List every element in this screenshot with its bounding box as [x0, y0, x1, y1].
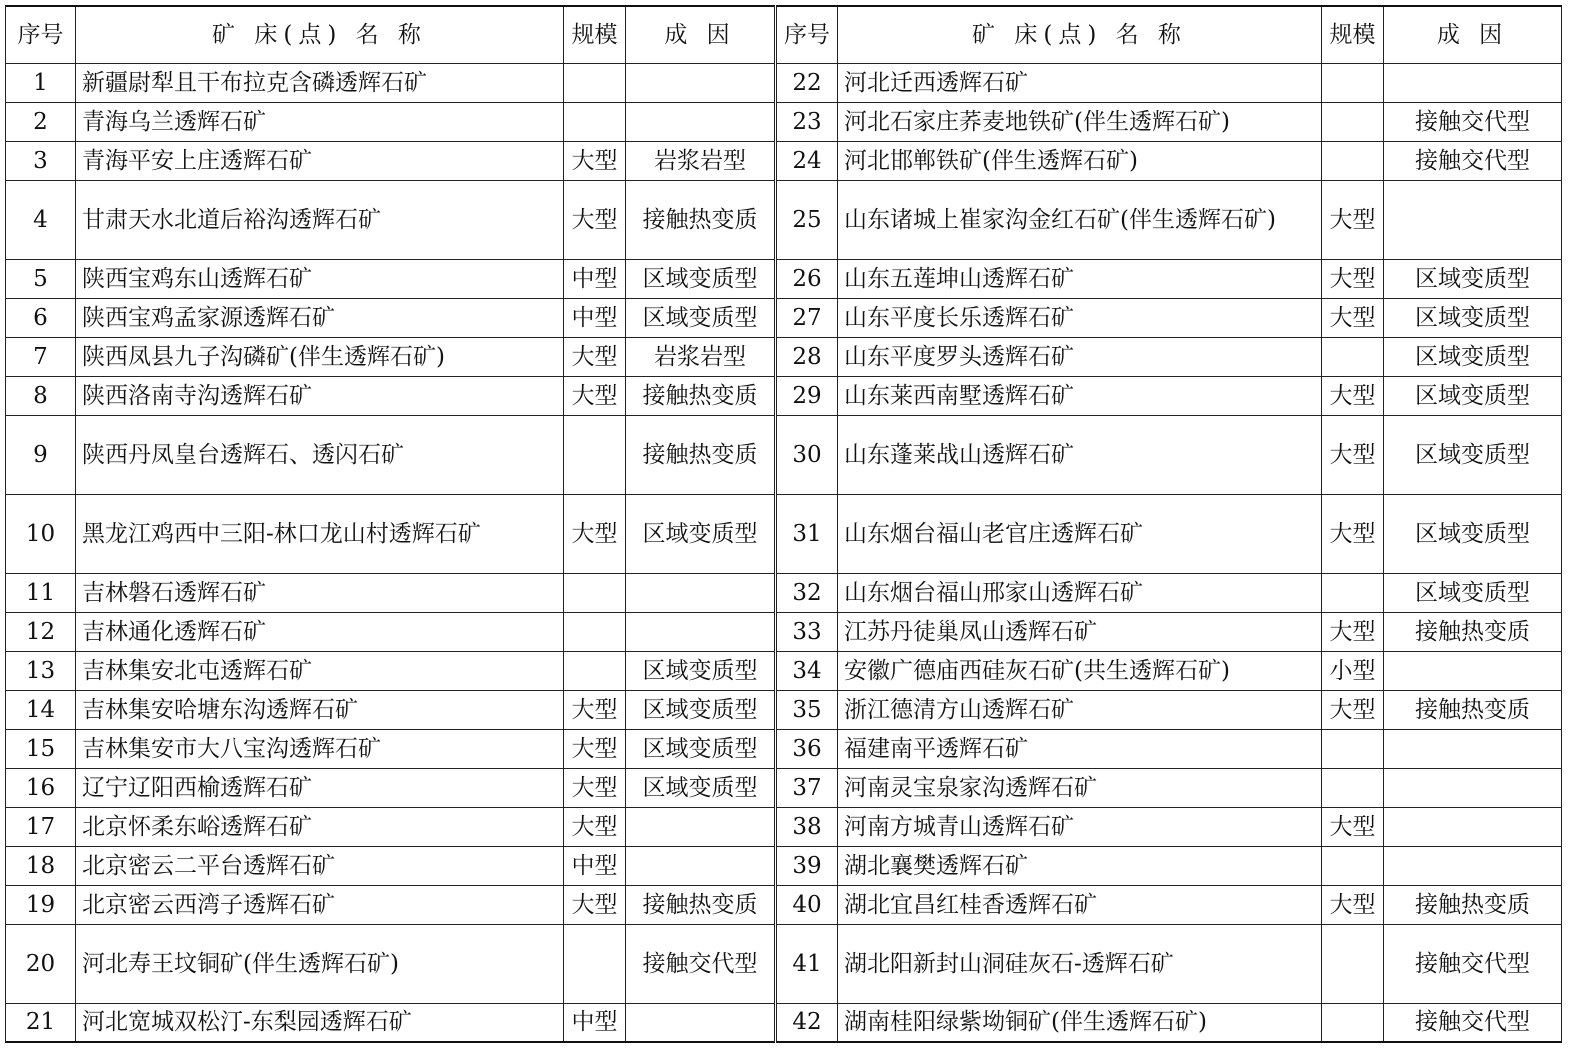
cell-scale-left: 中型	[564, 259, 626, 298]
table-row	[6, 63, 1562, 102]
cell-name-right: 山东平度罗头透辉石矿	[838, 337, 1322, 376]
cell-name-right: 山东平度长乐透辉石矿	[838, 298, 1322, 337]
cell-name-left: 陕西宝鸡孟家源透辉石矿	[76, 298, 564, 337]
cell-no-left: 19	[6, 885, 76, 924]
cell-no-right: 28	[776, 337, 838, 376]
cell-cause-right: 接触交代型	[1384, 141, 1562, 180]
cell-no-left: 15	[6, 729, 76, 768]
cell-name-right: 河南方城青山透辉石矿	[838, 807, 1322, 846]
cell-no-right: 30	[776, 415, 838, 494]
cell-no-left: 1	[6, 63, 76, 102]
cell-cause-right	[1384, 807, 1562, 846]
cell-scale-left: 大型	[564, 141, 626, 180]
cell-scale-left	[564, 63, 626, 102]
table-row	[6, 298, 1562, 337]
cell-cause-left: 区域变质型	[626, 729, 776, 768]
cell-scale-right: 大型	[1322, 690, 1384, 729]
cell-scale-left	[564, 102, 626, 141]
cell-name-left: 黑龙江鸡西中三阳-林口龙山村透辉石矿	[76, 494, 564, 573]
cell-cause-right: 区域变质型	[1384, 494, 1562, 573]
cell-cause-left	[626, 612, 776, 651]
cell-scale-left: 大型	[564, 885, 626, 924]
cell-no-left: 3	[6, 141, 76, 180]
cell-scale-right: 大型	[1322, 259, 1384, 298]
cell-no-right: 25	[776, 180, 838, 259]
cell-name-right: 浙江德清方山透辉石矿	[838, 690, 1322, 729]
cell-name-left: 甘肃天水北道后裕沟透辉石矿	[76, 180, 564, 259]
cell-name-left: 吉林集安哈塘东沟透辉石矿	[76, 690, 564, 729]
cell-cause-right	[1384, 846, 1562, 885]
table-row	[6, 1003, 1562, 1042]
table-row	[6, 846, 1562, 885]
cell-name-right: 山东蓬莱战山透辉石矿	[838, 415, 1322, 494]
cell-name-right: 河北石家庄荞麦地铁矿(伴生透辉石矿)	[838, 102, 1322, 141]
cell-name-right: 湖北阳新封山洞硅灰石-透辉石矿	[838, 924, 1322, 1003]
cell-cause-right: 区域变质型	[1384, 298, 1562, 337]
cell-scale-right	[1322, 846, 1384, 885]
header-scale-right: 规模	[1322, 6, 1384, 63]
cell-no-left: 9	[6, 415, 76, 494]
cell-name-right: 湖南桂阳绿紫坳铜矿(伴生透辉石矿)	[838, 1003, 1322, 1042]
header-name-right: 矿 床(点) 名 称	[838, 6, 1322, 63]
cell-no-left: 17	[6, 807, 76, 846]
cell-scale-right: 大型	[1322, 376, 1384, 415]
cell-scale-left: 大型	[564, 494, 626, 573]
cell-name-left: 青海平安上庄透辉石矿	[76, 141, 564, 180]
header-no: 序号	[6, 6, 76, 63]
table-row	[6, 573, 1562, 612]
cell-cause-right	[1384, 768, 1562, 807]
cell-no-left: 8	[6, 376, 76, 415]
cell-name-right: 山东烟台福山邢家山透辉石矿	[838, 573, 1322, 612]
table-row	[6, 337, 1562, 376]
cell-scale-right: 大型	[1322, 180, 1384, 259]
cell-cause-left	[626, 573, 776, 612]
cell-scale-right: 大型	[1322, 494, 1384, 573]
cell-cause-right	[1384, 63, 1562, 102]
cell-cause-right: 接触热变质	[1384, 885, 1562, 924]
table-row	[6, 102, 1562, 141]
cell-scale-right	[1322, 337, 1384, 376]
cell-scale-left: 中型	[564, 298, 626, 337]
table-row	[6, 376, 1562, 415]
cell-cause-right: 区域变质型	[1384, 376, 1562, 415]
cell-name-left: 河北寿王坟铜矿(伴生透辉石矿)	[76, 924, 564, 1003]
cell-no-right: 23	[776, 102, 838, 141]
cell-cause-right	[1384, 651, 1562, 690]
cell-no-right: 35	[776, 690, 838, 729]
cell-name-left: 陕西丹凤皇台透辉石、透闪石矿	[76, 415, 564, 494]
cell-cause-left	[626, 63, 776, 102]
cell-no-right: 33	[776, 612, 838, 651]
cell-no-right: 27	[776, 298, 838, 337]
cell-no-left: 2	[6, 102, 76, 141]
cell-scale-right	[1322, 102, 1384, 141]
cell-name-right: 山东烟台福山老官庄透辉石矿	[838, 494, 1322, 573]
table-row	[6, 259, 1562, 298]
cell-cause-left: 岩浆岩型	[626, 141, 776, 180]
cell-scale-left: 中型	[564, 846, 626, 885]
cell-name-right: 山东五莲坤山透辉石矿	[838, 259, 1322, 298]
cell-name-left: 陕西洛南寺沟透辉石矿	[76, 376, 564, 415]
cell-no-left: 14	[6, 690, 76, 729]
cell-name-right: 福建南平透辉石矿	[838, 729, 1322, 768]
cell-name-left: 北京密云西湾子透辉石矿	[76, 885, 564, 924]
cell-cause-right: 接触热变质	[1384, 690, 1562, 729]
cell-no-right: 40	[776, 885, 838, 924]
header-scale: 规模	[564, 6, 626, 63]
cell-no-left: 16	[6, 768, 76, 807]
cell-no-right: 42	[776, 1003, 838, 1042]
cell-name-right: 山东莱西南墅透辉石矿	[838, 376, 1322, 415]
cell-cause-left	[626, 1003, 776, 1042]
cell-name-left: 新疆尉犁且干布拉克含磷透辉石矿	[76, 63, 564, 102]
cell-name-right: 河南灵宝泉家沟透辉石矿	[838, 768, 1322, 807]
cell-scale-right: 大型	[1322, 298, 1384, 337]
cell-no-right: 38	[776, 807, 838, 846]
cell-scale-right: 大型	[1322, 807, 1384, 846]
cell-no-left: 6	[6, 298, 76, 337]
cell-scale-right: 大型	[1322, 612, 1384, 651]
cell-scale-right	[1322, 573, 1384, 612]
cell-cause-right: 区域变质型	[1384, 415, 1562, 494]
cell-cause-right: 区域变质型	[1384, 573, 1562, 612]
cell-name-right: 山东诸城上崔家沟金红石矿(伴生透辉石矿)	[838, 180, 1322, 259]
cell-name-left: 吉林集安北屯透辉石矿	[76, 651, 564, 690]
cell-name-right: 湖北宜昌红桂香透辉石矿	[838, 885, 1322, 924]
table-row	[6, 690, 1562, 729]
table-row	[6, 612, 1562, 651]
table-row	[6, 651, 1562, 690]
cell-scale-right: 小型	[1322, 651, 1384, 690]
cell-cause-right	[1384, 729, 1562, 768]
cell-no-left: 13	[6, 651, 76, 690]
header-name: 矿 床(点) 名 称	[76, 6, 564, 63]
table-row	[6, 180, 1562, 259]
cell-cause-left: 接触热变质	[626, 885, 776, 924]
table-row	[6, 494, 1562, 573]
table-row	[6, 729, 1562, 768]
header-cause: 成 因	[626, 6, 776, 63]
cell-scale-left: 大型	[564, 337, 626, 376]
cell-cause-left: 接触交代型	[626, 924, 776, 1003]
cell-name-right: 江苏丹徒巢凤山透辉石矿	[838, 612, 1322, 651]
cell-name-left: 吉林集安市大八宝沟透辉石矿	[76, 729, 564, 768]
cell-name-right: 湖北襄樊透辉石矿	[838, 846, 1322, 885]
cell-scale-left	[564, 573, 626, 612]
cell-cause-right: 接触热变质	[1384, 612, 1562, 651]
cell-scale-right	[1322, 141, 1384, 180]
cell-cause-right: 区域变质型	[1384, 259, 1562, 298]
cell-cause-left	[626, 846, 776, 885]
cell-name-left: 北京密云二平台透辉石矿	[76, 846, 564, 885]
cell-no-left: 7	[6, 337, 76, 376]
cell-cause-left	[626, 102, 776, 141]
cell-cause-left: 区域变质型	[626, 494, 776, 573]
cell-cause-left: 区域变质型	[626, 768, 776, 807]
cell-cause-left: 区域变质型	[626, 298, 776, 337]
cell-scale-left	[564, 651, 626, 690]
table-row	[6, 807, 1562, 846]
cell-scale-right	[1322, 1003, 1384, 1042]
cell-scale-left	[564, 924, 626, 1003]
cell-cause-left	[626, 807, 776, 846]
cell-scale-left: 大型	[564, 690, 626, 729]
table-row	[6, 768, 1562, 807]
cell-no-right: 41	[776, 924, 838, 1003]
cell-no-left: 4	[6, 180, 76, 259]
cell-name-left: 吉林磐石透辉石矿	[76, 573, 564, 612]
cell-no-left: 18	[6, 846, 76, 885]
cell-name-left: 吉林通化透辉石矿	[76, 612, 564, 651]
table-row	[6, 415, 1562, 494]
cell-no-left: 11	[6, 573, 76, 612]
cell-cause-left: 区域变质型	[626, 690, 776, 729]
cell-scale-left	[564, 415, 626, 494]
cell-no-right: 26	[776, 259, 838, 298]
cell-no-left: 21	[6, 1003, 76, 1042]
cell-name-left: 青海乌兰透辉石矿	[76, 102, 564, 141]
cell-cause-right	[1384, 180, 1562, 259]
cell-scale-left: 大型	[564, 729, 626, 768]
cell-scale-left: 大型	[564, 807, 626, 846]
cell-name-right: 河北迁西透辉石矿	[838, 63, 1322, 102]
cell-name-left: 陕西凤县九子沟磷矿(伴生透辉石矿)	[76, 337, 564, 376]
cell-no-left: 12	[6, 612, 76, 651]
deposit-table	[5, 5, 1562, 1043]
cell-name-right: 安徽广德庙西硅灰石矿(共生透辉石矿)	[838, 651, 1322, 690]
cell-no-right: 31	[776, 494, 838, 573]
cell-no-right: 24	[776, 141, 838, 180]
cell-no-right: 37	[776, 768, 838, 807]
cell-cause-left: 岩浆岩型	[626, 337, 776, 376]
cell-cause-right: 区域变质型	[1384, 337, 1562, 376]
cell-no-left: 5	[6, 259, 76, 298]
cell-scale-left	[564, 612, 626, 651]
cell-no-right: 34	[776, 651, 838, 690]
cell-cause-left: 接触热变质	[626, 415, 776, 494]
table-row	[6, 885, 1562, 924]
cell-cause-right: 接触交代型	[1384, 1003, 1562, 1042]
cell-name-left: 北京怀柔东峪透辉石矿	[76, 807, 564, 846]
cell-name-left: 辽宁辽阳西榆透辉石矿	[76, 768, 564, 807]
cell-scale-left: 大型	[564, 768, 626, 807]
header-no-right: 序号	[776, 6, 838, 63]
cell-scale-right	[1322, 924, 1384, 1003]
cell-scale-left: 大型	[564, 376, 626, 415]
table-row	[6, 141, 1562, 180]
header-cause-right: 成 因	[1384, 6, 1562, 63]
cell-cause-left: 区域变质型	[626, 259, 776, 298]
cell-no-right: 32	[776, 573, 838, 612]
cell-no-right: 29	[776, 376, 838, 415]
cell-scale-left: 大型	[564, 180, 626, 259]
header-row	[6, 6, 1562, 63]
cell-no-right: 39	[776, 846, 838, 885]
table-row	[6, 924, 1562, 1003]
cell-name-left: 陕西宝鸡东山透辉石矿	[76, 259, 564, 298]
cell-name-right: 河北邯郸铁矿(伴生透辉石矿)	[838, 141, 1322, 180]
cell-name-left: 河北宽城双松汀-东梨园透辉石矿	[76, 1003, 564, 1042]
cell-cause-right: 接触交代型	[1384, 102, 1562, 141]
cell-cause-left: 区域变质型	[626, 651, 776, 690]
cell-no-left: 20	[6, 924, 76, 1003]
cell-cause-right: 接触交代型	[1384, 924, 1562, 1003]
cell-scale-left: 中型	[564, 1003, 626, 1042]
table-body	[6, 63, 1562, 1042]
cell-no-right: 36	[776, 729, 838, 768]
cell-scale-right	[1322, 63, 1384, 102]
cell-cause-left: 接触热变质	[626, 376, 776, 415]
cell-cause-left: 接触热变质	[626, 180, 776, 259]
cell-no-right: 22	[776, 63, 838, 102]
cell-scale-right: 大型	[1322, 885, 1384, 924]
cell-no-left: 10	[6, 494, 76, 573]
cell-scale-right	[1322, 768, 1384, 807]
cell-scale-right	[1322, 729, 1384, 768]
cell-scale-right: 大型	[1322, 415, 1384, 494]
